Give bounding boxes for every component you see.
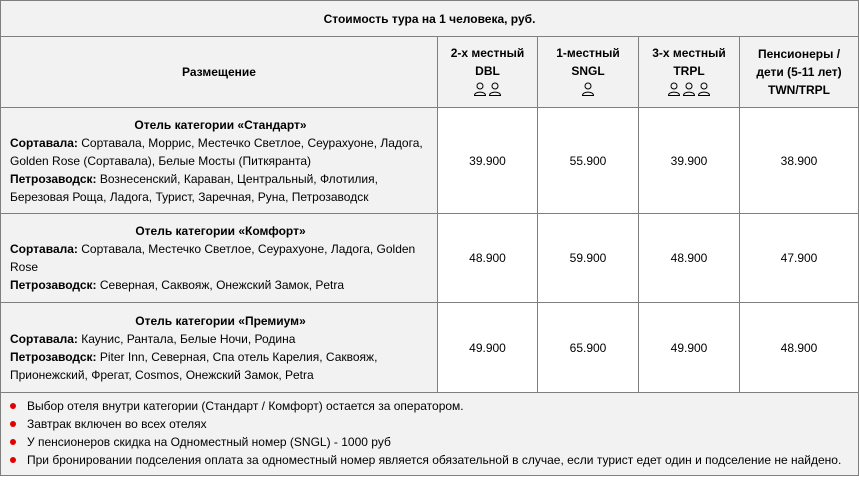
- hotel-names: Piter Inn, Северная, Спа отель Карелия, Саквояж, Прионежский, Фрегат, Cosmos, Онежский Замок, Petra: [10, 349, 378, 382]
- note-text: При бронировании подселения оплата за одноместный номер является обязательной в случае, если турист едет один и подселение не найдено.: [27, 453, 842, 467]
- header-pensioners: [740, 37, 859, 108]
- header-sngl: [538, 37, 639, 108]
- title-row: [1, 1, 859, 37]
- hotel-names: Сортавала, Моррис, Местечко Светлое, Сеурахуоне, Ладога, Golden Rose (Сортавала), Белые Мосты (Питкяранта): [10, 135, 423, 168]
- note-text: Завтрак включен во всех отелях: [27, 417, 207, 431]
- note-text: У пенсионеров скидка на Одноместный номер (SNGL) - 1000 руб: [27, 435, 391, 449]
- hotel-names: Каунис, Рантала, Белые Ночи, Родина: [77, 331, 296, 346]
- bullet-icon: [10, 421, 16, 427]
- hotel-category-title: Отель категории «Стандарт»: [134, 117, 307, 132]
- city-label: Петрозаводск:: [10, 349, 97, 364]
- city-label: Петрозаводск:: [10, 171, 97, 186]
- hotel-category-title: Отель категории «Премиум»: [135, 313, 306, 328]
- header-accommodation-label: Размещение: [182, 65, 256, 79]
- city-label: Петрозаводск:: [10, 278, 97, 292]
- hotel-names: Сортавала, Местечко Светлое, Сеурахуоне, Ладога, Golden Rose: [10, 242, 416, 274]
- city-label: Сортавала:: [10, 331, 78, 346]
- header-dbl-line2: DBL: [475, 63, 500, 78]
- header-trpl-line1: 3-х местный: [652, 45, 726, 60]
- list-item: [9, 433, 852, 451]
- list-item: [9, 451, 852, 469]
- table-row: [1, 303, 859, 393]
- price-sngl: 55.900: [538, 108, 639, 214]
- header-dbl-line1: 2-х местный: [450, 45, 525, 60]
- price-trpl: 48.900: [639, 214, 740, 303]
- notes-list: [9, 397, 852, 469]
- hotel-category-title: Отель категории «Комфорт»: [135, 224, 306, 238]
- table-title: Стоимость тура на 1 человека, руб.: [1, 1, 859, 37]
- price-dbl: 48.900: [438, 214, 538, 303]
- header-pensioners-line2: дети (5-11 лет): [756, 65, 842, 79]
- bullet-icon: [10, 439, 16, 445]
- hotel-names: Вознесенский, Караван, Центральный, Флотилия, Березовая Роща, Ладога, Турист, Заречная, Руна, Петрозаводск: [10, 171, 378, 204]
- hotel-list-cell: [1, 108, 438, 214]
- note-text: Выбор отеля внутри категории (Стандарт / Комфорт) остается за оператором.: [27, 399, 464, 413]
- price-dbl: 39.900: [438, 108, 538, 214]
- header-sngl-line2: SNGL: [571, 63, 605, 78]
- city-label: Сортавала:: [10, 135, 78, 150]
- table-row: [1, 214, 859, 303]
- notes-cell: [1, 393, 859, 476]
- header-pensioners-line1: Пенсионеры /: [757, 47, 841, 61]
- header-accommodation: [1, 37, 438, 108]
- one-person-icon: [581, 80, 595, 96]
- price-pensioners: 47.900: [740, 214, 859, 303]
- price-pensioners: 38.900: [740, 108, 859, 214]
- price-sngl: 65.900: [538, 303, 639, 393]
- three-person-icon: [667, 80, 711, 96]
- header-trpl: [639, 37, 740, 108]
- price-pensioners: 48.900: [740, 303, 859, 393]
- list-item: [9, 397, 852, 415]
- header-pensioners-line3: TWN/TRPL: [768, 83, 830, 97]
- header-dbl: [438, 37, 538, 108]
- header-trpl-line2: TRPL: [673, 63, 705, 78]
- price-trpl: 39.900: [639, 108, 740, 214]
- list-item: [9, 415, 852, 433]
- two-person-icon: [473, 80, 502, 96]
- hotel-list-cell: [1, 214, 438, 303]
- table-row: [1, 108, 859, 214]
- price-dbl: 49.900: [438, 303, 538, 393]
- bullet-icon: [10, 403, 16, 409]
- price-sngl: 59.900: [538, 214, 639, 303]
- hotel-list-cell: [1, 303, 438, 393]
- price-trpl: 49.900: [639, 303, 740, 393]
- bullet-icon: [10, 457, 16, 463]
- hotel-names: Северная, Саквояж, Онежский Замок, Petra: [96, 278, 345, 292]
- header-sngl-line1: 1-местный: [556, 45, 620, 60]
- notes-row: [1, 393, 859, 476]
- header-row: [1, 37, 859, 108]
- city-label: Сортавала:: [10, 242, 78, 256]
